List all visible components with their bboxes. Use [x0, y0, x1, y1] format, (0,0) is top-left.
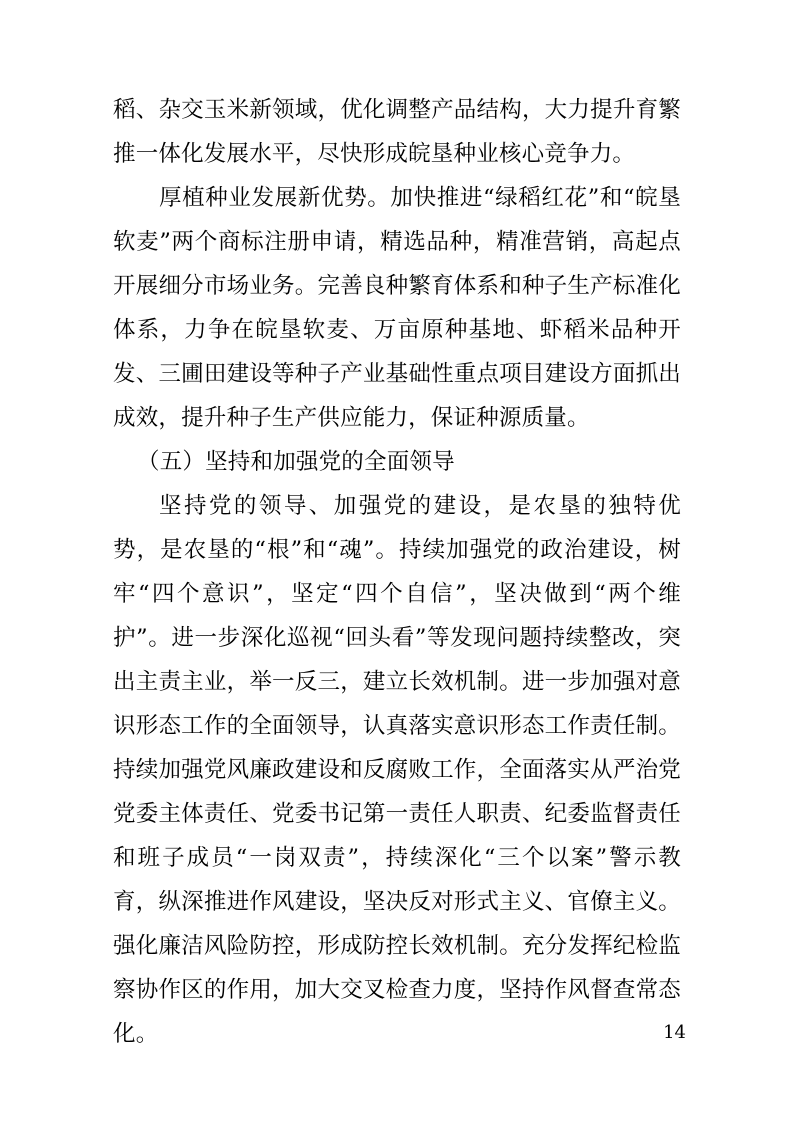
paragraph-continued: 稻、杂交玉米新领域，优化调整产品结构，大力提升育繁推一体化发展水平，尽快形成皖垦种业核心竞争力。: [113, 97, 681, 167]
paragraph-party-leadership: 坚持党的领导、加强党的建设，是农垦的独特优势，是农垦的“根”和“魂”。持续加强党的政治建设，树牢“四个意识”，坚定“四个自信”，坚决做到“两个维护”。进一步深化巡视“回头看”等发现问题持续整改，突出主责主业，举一反三，建立长效机制。进一步加强对意识形态工作的全面领导，认真落实意识形态工作责任制。持续加强党风廉政建设和反腐败工作，全面落实从严治党党委主体责任、党委书记第一责任人职责、纪委监督责任和班子成员“一岗双责”，持续深化“三个以案”警示教育，纵深推进作风建设，坚决反对形式主义、官僚主义。强化廉洁风险防控，形成防控长效机制。充分发挥纪检监察协作区的作用，加大交叉检查力度，坚持作风督查常态化。: [113, 493, 681, 1047]
section-heading: （五）坚持和加强党的全面领导: [137, 449, 455, 475]
paragraph-seed-advantage: 厚植种业发展新优势。加快推进“绿稻红花”和“皖垦软麦”两个商标注册申请，精选品种，精准营销，高起点开展细分市场业务。完善良种繁育体系和种子生产标准化体系，力争在皖垦软麦、万亩原种基地、虾稻米品种开发、三圃田建设等种子产业基础性重点项目建设方面抓出成效，提升种子生产供应能力，保证种源质量。: [113, 185, 681, 431]
page-body: [113, 88, 681, 1056]
page-number: 14: [663, 1022, 686, 1043]
